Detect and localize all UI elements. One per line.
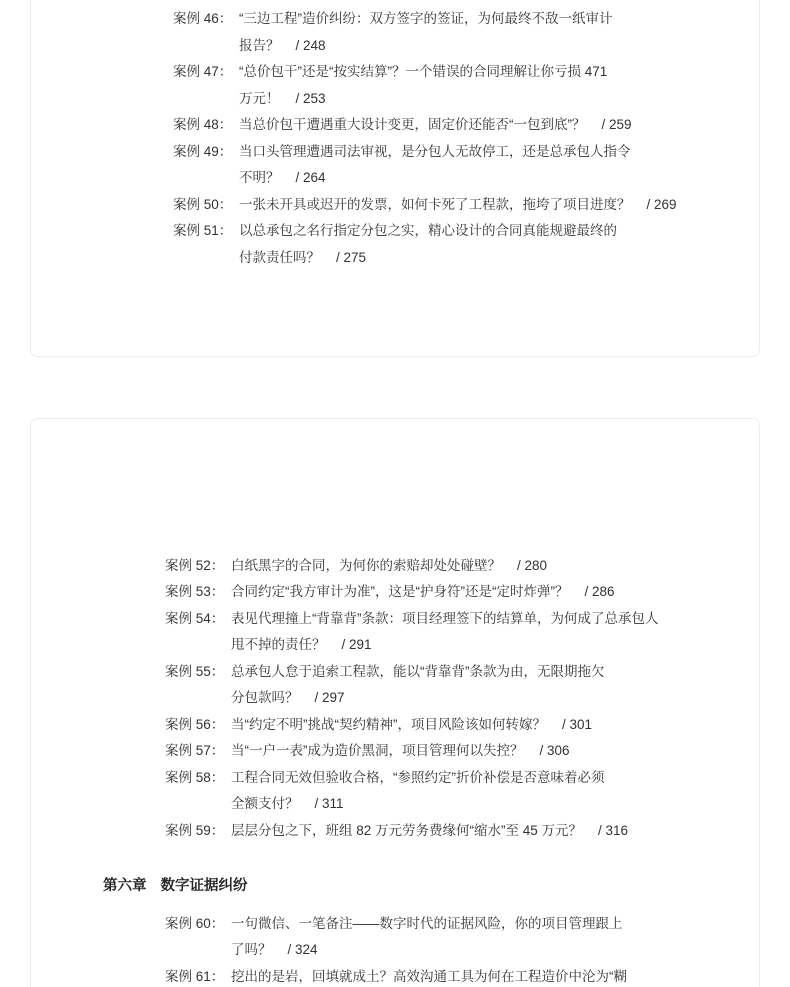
page-number: / 311 <box>314 796 344 812</box>
toc-entry <box>165 659 759 712</box>
case-title-text: 当总价包干遭遇重大设计变更，固定价还能否“一包到底”？ <box>239 117 586 132</box>
case-title-line <box>231 685 605 712</box>
page-number: / 324 <box>287 942 318 958</box>
case-number: 案例 60： <box>165 915 225 931</box>
page-number: / 291 <box>341 637 372 653</box>
page-card <box>30 0 760 357</box>
toc-entry <box>165 553 759 580</box>
case-title-line: 一句微信、一笔备注——数字时代的证据风险，你的项目管理跟上 <box>231 915 623 931</box>
page-number: / 269 <box>646 196 677 212</box>
case-title <box>239 6 613 59</box>
case-title-text: 不明？ <box>239 170 280 185</box>
case-title-text: 当“约定不明”挑战“契约精神”，项目风险该如何转嫁？ <box>231 716 546 732</box>
case-title <box>239 112 632 139</box>
page-number: / 275 <box>336 249 367 265</box>
toc-entry <box>173 218 759 271</box>
case-title-text: 了吗？ <box>231 942 272 958</box>
toc-entry <box>165 964 759 987</box>
case-title-text: 层层分包之下，班组 82 万元劳务费缘何“缩水”至 45 万元？ <box>231 822 583 838</box>
case-title-text: 分包款吗？ <box>231 690 299 706</box>
case-title <box>231 553 547 580</box>
page-number: / 280 <box>517 557 548 573</box>
toc-entry <box>173 6 759 59</box>
case-title-text: 付款责任吗？ <box>239 249 320 265</box>
case-title-text: 合同约定“我方审计为准”，这是“护身符”还是“定时炸弹”？ <box>231 584 569 600</box>
case-title-line <box>239 112 632 139</box>
case-number: 案例 54： <box>165 610 225 626</box>
case-number: 案例 57： <box>165 743 225 759</box>
case-title-line: “三边工程”造价纠纷：双方签字的签证，为何最终不敌一纸审计 <box>239 11 613 26</box>
case-number: 案例 52： <box>165 557 225 573</box>
toc-entry <box>165 606 759 659</box>
case-title-text: 全额支付？ <box>231 796 299 812</box>
page-number: / 316 <box>598 822 629 838</box>
case-number: 案例 59： <box>165 822 225 838</box>
page-number: / 259 <box>601 117 632 132</box>
case-title-line: 表见代理撞上“背靠背”条款：项目经理签下的结算单，为何成了总承包人 <box>231 610 659 626</box>
case-title-text: 白纸黑字的合同，为何你的索赔却处处碰壁？ <box>231 557 501 573</box>
case-title-line <box>231 791 605 818</box>
case-title-line: 挖出的是岩，回填就成土？高效沟通工具为何在工程造价中沦为“糊 <box>231 968 627 984</box>
case-title <box>231 738 570 765</box>
case-title-text: 甩不掉的责任？ <box>231 637 326 653</box>
case-title-line: 总承包人怠于追索工程款，能以“背靠背”条款为由，无限期拖欠 <box>231 663 605 679</box>
page-number: / 264 <box>295 170 326 185</box>
case-title-line: 以总承包之名行指定分包之实，精心设计的合同真能规避最终的 <box>239 223 617 238</box>
case-title <box>231 911 623 964</box>
case-title <box>239 139 631 192</box>
case-title <box>231 659 605 712</box>
case-title-line <box>231 712 592 739</box>
case-title-line: “总价包干”还是“按实结算”？一个错误的合同理解让你亏损 471 <box>239 64 608 79</box>
case-number: 案例 61： <box>165 968 225 984</box>
toc-entry <box>165 818 759 845</box>
page-number: / 306 <box>539 743 570 759</box>
case-title <box>231 765 605 818</box>
case-title-text: 一张未开具或迟开的发票，如何卡死了工程款，拖垮了项目进度？ <box>239 196 631 212</box>
toc-entry <box>165 738 759 765</box>
case-title-line <box>231 738 570 765</box>
case-title-line: 工程合同无效但验收合格，“参照约定”折价补偿是否意味着必须 <box>231 769 605 785</box>
case-title <box>239 59 607 112</box>
case-title-line <box>239 33 613 60</box>
toc-entry <box>173 59 759 112</box>
page-card <box>30 418 760 987</box>
case-number: 案例 56： <box>165 716 225 732</box>
chapter-title: 数字证据纠纷 <box>160 877 248 894</box>
page-number: / 248 <box>295 37 326 53</box>
case-number: 案例 53： <box>165 584 225 600</box>
toc-entry <box>173 112 759 139</box>
case-title-line <box>239 165 631 192</box>
page-number: / 286 <box>584 584 615 600</box>
page-number: / 301 <box>561 716 593 732</box>
page-number: / 253 <box>295 90 326 106</box>
toc-entry <box>165 579 759 606</box>
case-title-line <box>239 86 607 113</box>
toc-entry <box>165 765 759 818</box>
case-title-text: 万元！ <box>239 90 280 106</box>
toc-entry <box>165 911 759 964</box>
chapter-number: 第六章 <box>103 877 147 894</box>
case-number: 案例 58： <box>165 769 225 785</box>
case-title-line <box>231 937 623 964</box>
case-title-text: 当“一户一表”成为造价黑洞，项目管理何以失控？ <box>231 743 524 759</box>
case-title <box>231 818 628 845</box>
case-number: 案例 47： <box>173 64 233 79</box>
case-title-text: 报告？ <box>239 37 280 53</box>
case-number: 案例 46： <box>173 11 233 26</box>
case-title-line <box>231 553 547 580</box>
case-title <box>231 712 592 739</box>
case-title <box>239 218 617 271</box>
case-number: 案例 51： <box>173 223 233 238</box>
toc-entry <box>173 139 759 192</box>
case-number: 案例 49： <box>173 143 233 159</box>
case-title <box>231 579 615 606</box>
case-title-line <box>239 245 617 272</box>
case-title <box>239 192 677 219</box>
page-number: / 297 <box>314 690 345 706</box>
case-title-line <box>231 579 615 606</box>
case-title <box>231 606 659 659</box>
case-title <box>231 964 627 987</box>
case-number: 案例 48： <box>173 117 233 132</box>
toc-entry <box>165 712 759 739</box>
case-title-line <box>239 192 677 219</box>
case-number: 案例 50： <box>173 196 233 212</box>
chapter-heading <box>103 873 759 900</box>
case-title-line: 当口头管理遭遇司法审视，是分包人无故停工，还是总承包人指令 <box>239 143 631 159</box>
toc-entry <box>173 192 759 219</box>
case-title-line <box>231 818 628 845</box>
case-number: 案例 55： <box>165 663 225 679</box>
case-title-line <box>231 632 659 659</box>
